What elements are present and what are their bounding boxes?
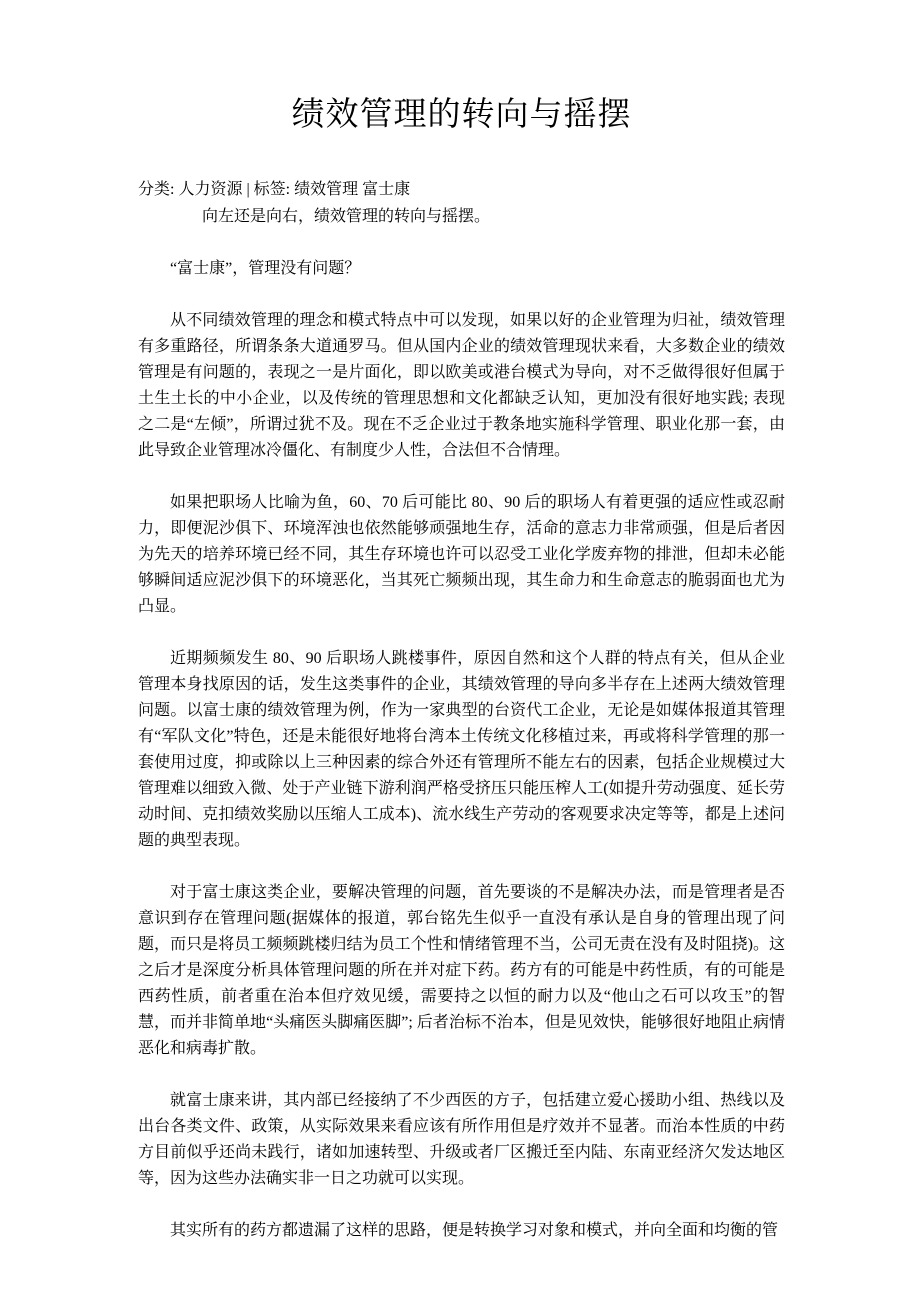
- paragraph: “富士康”，管理没有问题？: [170, 260, 361, 277]
- document-title: 绩效管理的转向与摇摆: [291, 97, 632, 133]
- paragraph: 对于富士康这类企业，要解决管理的问题，首先要谈的不是解决办法，而是管理者是否意识到存在管理问题(据媒体的报道，郭台铭先生似乎一直没有承认是自身的管理出现了问题，而只是将员工频频跳楼归结为员工个性和情绪管理不当，公司无责在没有及时阻挠)。这之后才是深度分析具体管理问题的所在并对症下药。药方有的可能是中药性质，有的可能是西药性质，前者重在治本但疗效见缓，需要持之以恒的耐力以及“他山之石可以攻玉”的智慧，而并非简单地“头痛医头脚痛医脚”; 后者治标不治本，但是见效快，能够很好地阻止病情恶化和病毒扩散。: [138, 884, 785, 1057]
- paragraph: 其实所有的药方都遗漏了这样的思路，便是转换学习对象和模式，并向全面和均衡的管: [170, 1222, 779, 1239]
- paragraph: 近期频频发生 80、90 后职场人跳楼事件，原因自然和这个人群的特点有关，但从企业管理本身找原因的话，发生这类事件的企业，其绩效管理的导向多半存在上述两大绩效管理问题。以富士康的绩效管理为例，作为一家典型的台资代工企业，无论是如媒体报道其管理有“军队文化”特色，还是未能很好地将台湾本土传统文化移植过来，再或将科学管理的那一套使用过度，抑或除以上三种因素的综合外还有管理所不能左右的因素，包括企业规模过大管理难以细致入微、处于产业链下游利润严格受挤压只能压榨人工(如提升劳动强度、延长劳动时间、克扣绩效奖励以压缩人工成本)、流水线生产劳动的客观要求决定等等，都是上述问题的典型表现。: [138, 650, 785, 849]
- meta-line: 分类: 人力资源 | 标签: 绩效管理 富士康: [138, 181, 411, 198]
- paragraph: 从不同绩效管理的理念和模式特点中可以发现，如果以好的企业管理为归祉，绩效管理有多重路径，所谓条条大道通罗马。但从国内企业的绩效管理现状来看，大多数企业的绩效管理是有问题的，表现之一是片面化，即以欧美或港台模式为导向，对不乏做得很好但属于土生土长的中小企业，以及传统的管理思想和文化都缺乏认知，更加没有很好地实践; 表现之二是“左倾”，所谓过犹不及。现在不乏企业过于教条地实施科学管理、职业化那一套，由此导致企业管理冰冷僵化、有制度少人性，合法但不合情理。: [138, 312, 785, 459]
- subtitle-line: 向左还是向右，绩效管理的转向与摇摆。: [202, 208, 491, 225]
- paragraph: 如果把职场人比喻为鱼，60、70 后可能比 80、90 后的职场人有着更强的适应性或忍耐力，即便泥沙俱下、环境浑浊也依然能够顽强地生存，活命的意志力非常顽强，但是后者因为先天的培养环境已经不同，其生存环境也许可以忍受工业化学废弃物的排泄，但却未必能够瞬间适应泥沙俱下的环境恶化，当其死亡频频出现，其生命力和生命意志的脆弱面也尤为凸显。: [138, 494, 785, 615]
- paragraph: 就富士康来讲，其内部已经接纳了不少西医的方子，包括建立爱心援助小组、热线以及出台各类文件、政策，从实际效果来看应该有所作用但是疗效并不显著。而治本性质的中药方目前似乎还尚未践行，诸如加速转型、升级或者厂区搬迁至内陆、东南亚经济欠发达地区等，因为这些办法确实非一日之功就可以实现。: [138, 1092, 785, 1187]
